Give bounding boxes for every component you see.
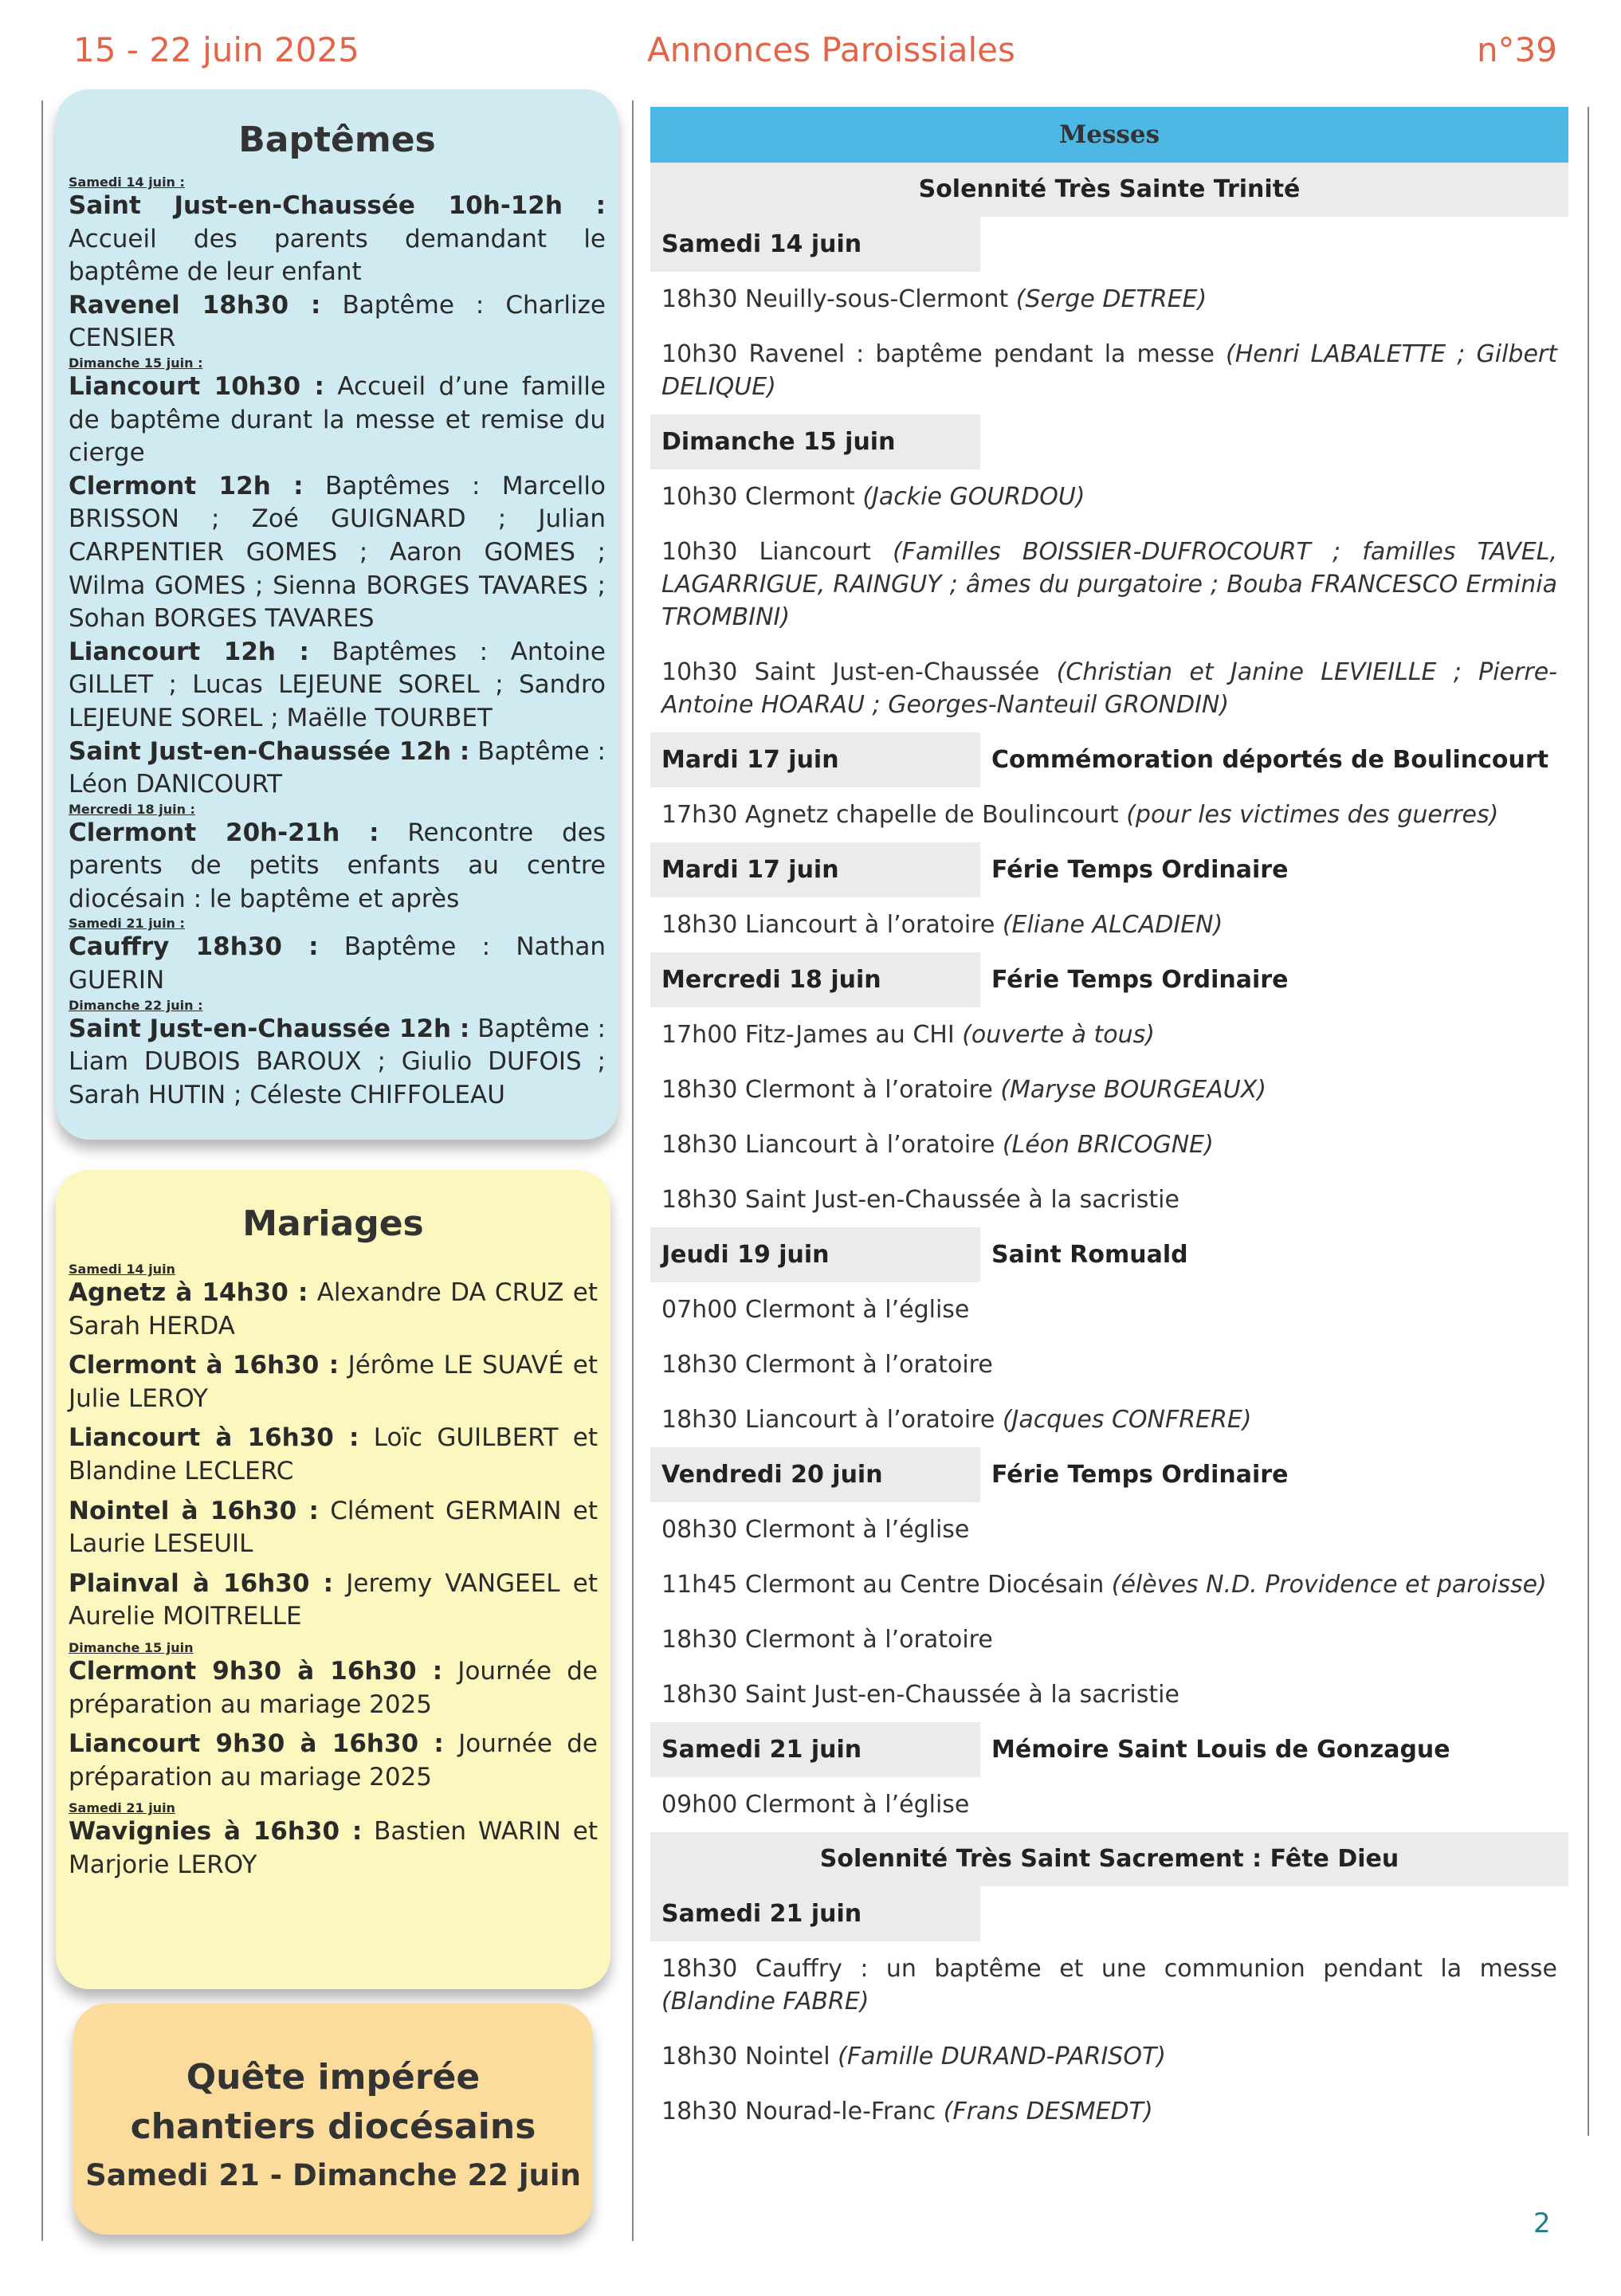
right-rule	[1588, 107, 1589, 2136]
solemnity-row: Solennité Très Saint Sacrement : Fête Dieu	[650, 1832, 1568, 1886]
entry-location: Liancourt à 16h30 :	[69, 1423, 359, 1453]
mass-entry	[650, 1557, 1568, 1612]
mass-time-place: 18h30 Saint Just-en-Chaussée à la sacristie	[661, 1681, 1179, 1709]
entry-text: Baptêmes : Antoine GILLET ; Lucas LEJEUNE SOREL ; Sandro LEJEUNE SOREL ; Maëlle TOURBET	[69, 637, 606, 732]
mass-entry	[650, 1117, 1568, 1172]
mass-day-row	[650, 217, 1568, 272]
mass-intention: (Léon BRICOGNE)	[1002, 1131, 1214, 1159]
entry-location: Clermont 9h30 à 16h30 :	[69, 1656, 443, 1686]
mass-entry	[650, 1502, 1568, 1557]
entry-spacer	[69, 1794, 598, 1800]
mass-entry	[650, 1941, 1568, 2029]
mass-entry	[650, 645, 1568, 732]
announcement-entry	[69, 736, 606, 802]
mass-entry	[650, 1667, 1568, 1722]
mass-time-place: 17h30 Agnetz chapelle de Boulincourt	[661, 801, 1127, 829]
mass-time-place: 18h30 Saint Just-en-Chaussée à la sacristie	[661, 1186, 1179, 1214]
mass-intention: (Serge DETREE)	[1015, 285, 1207, 313]
page-number: 2	[1533, 2208, 1551, 2239]
mass-intention: (Frans DESMEDT)	[943, 2098, 1153, 2125]
mass-feast: Saint Romuald	[991, 1241, 1188, 1269]
mass-feast	[980, 217, 1568, 272]
mass-day-row	[650, 1447, 1568, 1502]
day-heading: Samedi 21 juin :	[69, 916, 185, 932]
entry-location: Saint Just-en-Chaussée 12h :	[69, 1014, 470, 1043]
announcement-entry	[69, 1495, 598, 1561]
entry-spacer	[69, 1882, 598, 1889]
entry-location: Liancourt 12h :	[69, 637, 309, 666]
mass-intention: (Eliane ALCADIEN)	[1002, 911, 1223, 939]
entry-text: Alexandre DA CRUZ et Sarah HERDA	[69, 1278, 598, 1340]
mass-entry	[650, 1172, 1568, 1227]
mass-entry	[650, 1007, 1568, 1062]
mass-time-place: 18h30 Liancourt à l’oratoire	[661, 911, 1003, 939]
announcement-entry	[69, 289, 606, 355]
day-heading: Dimanche 15 juin :	[69, 355, 203, 371]
entry-text: Rencontre des parents de petits enfants au centre diocésain : le baptême et après	[69, 818, 606, 913]
entry-location: Clermont 12h :	[69, 471, 304, 500]
announcement-entry	[69, 931, 606, 997]
mass-time-place: 08h30 Clermont à l’église	[661, 1516, 970, 1544]
mass-day: Samedi 21 juin	[650, 1886, 980, 1941]
mass-time-place: 10h30 Clermont	[661, 483, 863, 511]
center-rule	[632, 100, 634, 2241]
mass-time-place: 18h30 Liancourt à l’oratoire	[661, 1131, 1003, 1159]
entry-location: Agnetz à 14h30 :	[69, 1278, 308, 1307]
mass-intention: (Famille DURAND-PARISOT)	[838, 2043, 1166, 2070]
mass-time-place: 17h00 Fitz-James au CHI	[661, 1021, 963, 1049]
mass-intention: (Henri LABALETTE ; Gilbert DELIQUE)	[661, 340, 1557, 401]
mass-day-row	[650, 1886, 1568, 1941]
mass-entry	[650, 1392, 1568, 1447]
mass-time-place: 18h30 Clermont à l’oratoire	[661, 1076, 1001, 1104]
mass-time-place: 18h30 Clermont à l’oratoire	[661, 1351, 993, 1379]
entry-location: Plainval à 16h30 :	[69, 1568, 333, 1598]
day-heading: Dimanche 15 juin	[69, 1639, 194, 1655]
announcement-entry	[69, 470, 606, 636]
mass-entry	[650, 1062, 1568, 1117]
mass-time-place: 10h30 Ravenel : baptême pendant la messe	[661, 340, 1227, 368]
mass-feast	[980, 1886, 1568, 1941]
entry-text: Baptême : Nathan GUERIN	[69, 932, 606, 995]
baptemes-title: Baptêmes	[238, 120, 436, 160]
mass-feast: Commémoration déportés de Boulincourt	[991, 746, 1549, 774]
entry-text: Journée de préparation au mariage 2025	[69, 1656, 598, 1719]
mass-intention: (élèves N.D. Providence et paroisse)	[1111, 1571, 1547, 1599]
entry-spacer	[69, 1721, 598, 1728]
entry-location: Ravenel 18h30 :	[69, 290, 321, 320]
announcement-entry	[69, 1655, 598, 1721]
mass-intention: (Blandine FABRE)	[661, 1988, 869, 2015]
mass-intention: (Jacques CONFRERE)	[1002, 1406, 1252, 1434]
entry-spacer	[69, 1561, 598, 1568]
mass-time-place: 11h45 Clermont au Centre Diocésain	[661, 1571, 1112, 1599]
announcement-entry	[69, 190, 606, 289]
entry-location: Saint Just-en-Chaussée 12h :	[69, 736, 470, 766]
mass-feast: Férie Temps Ordinaire	[991, 856, 1289, 884]
day-heading: Mercredi 18 juin :	[69, 801, 195, 817]
entry-text: Baptême : Liam DUBOIS BAROUX ; Giulio DUFOIS ; Sarah HUTIN ; Céleste CHIFFOLEAU	[69, 1014, 606, 1109]
entry-text: Jeremy VANGEEL et Aurelie MOITRELLE	[69, 1568, 598, 1631]
announcement-entry	[69, 1422, 598, 1488]
quete-line-2: chantiers diocésains	[130, 2106, 536, 2147]
mass-entry	[650, 1612, 1568, 1667]
mass-day: Samedi 14 juin	[650, 217, 980, 272]
entry-location: Nointel à 16h30 :	[69, 1496, 319, 1525]
announcement-entry	[69, 636, 606, 736]
mass-intention: (Christian et Janine LEVIEILLE ; Pierre-Antoine HOARAU ; Georges-Nanteuil GRONDIN)	[661, 658, 1557, 719]
entry-spacer	[69, 1415, 598, 1422]
entry-spacer	[69, 1343, 598, 1349]
mass-time-place: 18h30 Nourad-le-Franc	[661, 2098, 944, 2125]
mass-feast	[980, 414, 1568, 469]
entry-location: Wavignies à 16h30 :	[69, 1817, 363, 1847]
announcement-entry	[69, 1728, 598, 1794]
mass-intention: (pour les victimes des guerres)	[1126, 801, 1499, 829]
mass-time-place: 10h30 Saint Just-en-Chaussée	[661, 658, 1057, 686]
mass-entry	[650, 2029, 1568, 2084]
entry-location: Liancourt 10h30 :	[69, 371, 324, 401]
mariages-title: Mariages	[242, 1203, 424, 1244]
entry-text: Bastien WARIN et Marjorie LEROY	[69, 1817, 598, 1879]
mass-entry	[650, 1777, 1568, 1832]
day-heading: Samedi 14 juin :	[69, 175, 185, 190]
day-heading: Samedi 14 juin	[69, 1262, 175, 1277]
mass-time-place: 18h30 Cauffry : un baptême et une communion pendant la messe	[661, 1955, 1557, 1983]
mass-intention: (Jackie GOURDOU)	[862, 483, 1085, 511]
mass-day: Mardi 17 juin	[650, 732, 980, 787]
announcement-entry	[69, 371, 606, 470]
entry-location: Clermont à 16h30 :	[69, 1351, 340, 1380]
mass-feast: Férie Temps Ordinaire	[991, 966, 1289, 994]
announcement-entry	[69, 1277, 598, 1343]
mass-time-place: 18h30 Clermont à l’oratoire	[661, 1626, 993, 1654]
entry-text: Clément GERMAIN et Laurie LESEUIL	[69, 1496, 598, 1559]
mass-day: Vendredi 20 juin	[650, 1447, 980, 1502]
messes-table	[650, 107, 1568, 2139]
mass-day: Mardi 17 juin	[650, 842, 980, 897]
mass-day: Mercredi 18 juin	[650, 952, 980, 1007]
quete-panel	[73, 2004, 593, 2235]
bulletin-title: Annonces Paroissiales	[647, 30, 1015, 69]
entry-location: Clermont 20h-21h :	[69, 818, 379, 847]
quete-dates: Samedi 21 - Dimanche 22 juin	[85, 2158, 581, 2192]
left-rule	[41, 100, 43, 2241]
mass-entry	[650, 524, 1568, 645]
mass-feast: Mémoire Saint Louis de Gonzague	[991, 1736, 1450, 1764]
mass-day: Dimanche 15 juin	[650, 414, 980, 469]
day-heading: Dimanche 22 juin :	[69, 997, 203, 1013]
announcement-entry	[69, 817, 606, 916]
mass-feast: Férie Temps Ordinaire	[991, 1461, 1289, 1489]
announcement-entry	[69, 1568, 598, 1634]
mass-time-place: 18h30 Liancourt à l’oratoire	[661, 1406, 1003, 1434]
day-heading: Samedi 21 juin	[69, 1800, 175, 1816]
entry-text: Jérôme LE SUAVÉ et Julie LEROY	[69, 1351, 598, 1413]
mass-intention: (Maryse BOURGEAUX)	[1000, 1076, 1266, 1104]
messes-header: Messes	[650, 107, 1568, 163]
mass-entry	[650, 327, 1568, 414]
baptemes-list	[69, 175, 606, 1112]
mass-entry	[650, 787, 1568, 842]
entry-text: Accueil d’une famille de baptême durant la messe et remise du cierge	[69, 371, 606, 468]
mass-day: Jeudi 19 juin	[650, 1227, 980, 1282]
mariages-list	[69, 1262, 598, 1889]
mass-entry	[650, 897, 1568, 952]
entry-spacer	[69, 1489, 598, 1495]
mass-day-row	[650, 732, 1568, 787]
entry-spacer	[69, 1634, 598, 1640]
mass-time-place: 07h00 Clermont à l’église	[661, 1296, 970, 1324]
entry-text: Loïc GUILBERT et Blandine LECLERC	[69, 1423, 599, 1486]
mass-entry	[650, 1337, 1568, 1392]
mass-intention: (Familles BOISSIER-DUFROCOURT ; familles TAVEL, LAGARRIGUE, RAINGUY ; âmes du purgatoire ; Bouba FRANCESCO Erminia TROMBINI)	[661, 538, 1557, 631]
mass-time-place: 18h30 Neuilly-sous-Clermont	[661, 285, 1016, 313]
entry-location: Saint Just-en-Chaussée 10h-12h :	[69, 191, 606, 220]
bulletin-number: n°39	[1476, 30, 1557, 69]
entry-text: Accueil des parents demandant le baptême de leur enfant	[69, 224, 606, 287]
mariages-panel	[56, 1170, 610, 1989]
bulletin-date: 15 - 22 juin 2025	[73, 30, 359, 69]
mass-entry	[650, 469, 1568, 524]
mass-entry	[650, 1282, 1568, 1337]
entry-location: Cauffry 18h30 :	[69, 932, 319, 962]
announcement-entry	[69, 1815, 598, 1882]
page-header	[0, 30, 1621, 78]
mass-time-place: 09h00 Clermont à l’église	[661, 1791, 970, 1819]
announcement-entry	[69, 1013, 606, 1113]
entry-location: Liancourt 9h30 à 16h30 :	[69, 1729, 444, 1759]
mass-time-place: 18h30 Nointel	[661, 2043, 838, 2070]
entry-text: Journée de préparation au mariage 2025	[69, 1729, 598, 1792]
mass-day-row	[650, 952, 1568, 1007]
mass-day-row	[650, 1227, 1568, 1282]
mass-time-place: 10h30 Liancourt	[661, 538, 893, 566]
mass-day-row	[650, 414, 1568, 469]
mass-day-row	[650, 842, 1568, 897]
announcement-entry	[69, 1349, 598, 1415]
mass-entry	[650, 272, 1568, 327]
baptemes-panel	[56, 89, 618, 1140]
solemnity-row: Solennité Très Sainte Trinité	[650, 163, 1568, 217]
entry-text: Baptême : Léon DANICOURT	[69, 736, 606, 799]
mass-day-row	[650, 1722, 1568, 1777]
mass-day: Samedi 21 juin	[650, 1722, 980, 1777]
messes-rows	[650, 163, 1568, 2139]
mass-intention: (ouverte à tous)	[962, 1021, 1155, 1049]
mass-entry	[650, 2084, 1568, 2139]
entry-text: Baptêmes : Marcello BRISSON ; Zoé GUIGNARD ; Julian CARPENTIER GOMES ; Aaron GOMES ; Wilma GOMES ; Sienna BORGES TAVARES ; Sohan BORGES TAVARES	[69, 471, 606, 634]
entry-text: Baptême : Charlize CENSIER	[69, 290, 606, 353]
quete-line-1: Quête impérée	[186, 2057, 481, 2098]
